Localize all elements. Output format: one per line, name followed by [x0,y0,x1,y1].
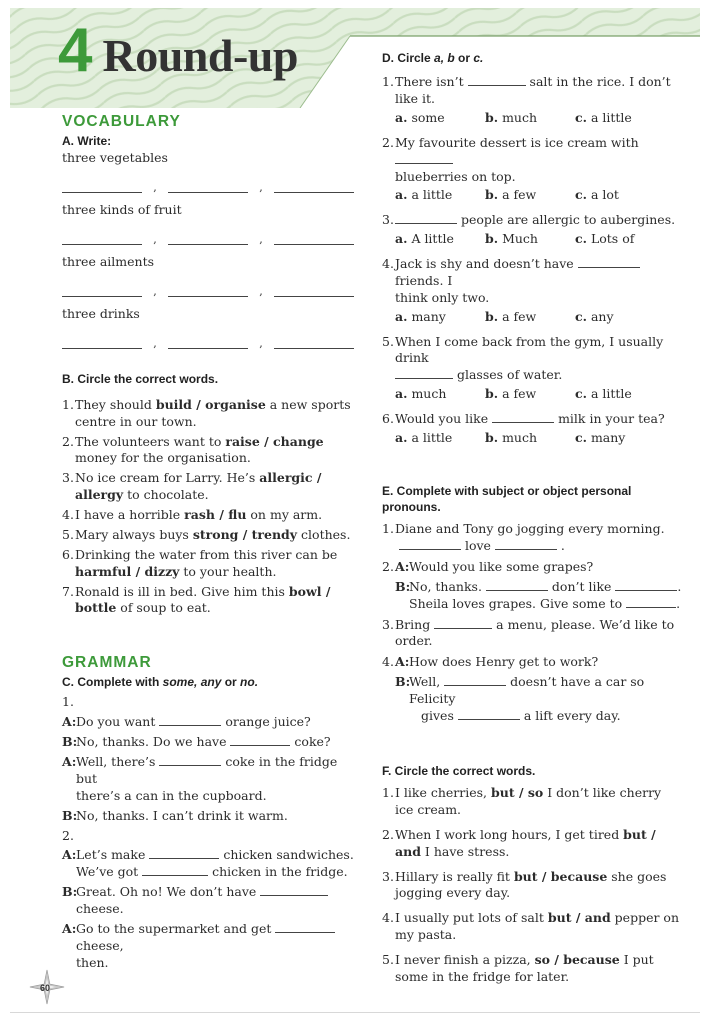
answer-blanks-row[interactable]: , , [62,231,354,245]
list-item: 2. My favourite dessert is ice cream with blueberries on top. [382,134,639,184]
list-item: 1. Diane and Tony go jogging every morning. love . [382,521,665,554]
option-b[interactable]: b. much [485,429,538,445]
answer-blank[interactable] [395,367,453,379]
answer-options [382,110,682,127]
answer-blanks-row[interactable]: , , [62,179,354,193]
list-item: 3. No ice cream for Larry. He’s allergic / allergy to chocolate. [62,470,322,503]
exercise-a-prompt: three drinks [62,305,140,321]
list-item: 5. When I come back from the gym, I usually drink glasses of water. [382,333,664,383]
list-item: 2. The volunteers want to raise / change money for the organisation. [62,433,324,466]
option-a[interactable]: a. a little [395,187,453,203]
answer-blank[interactable] [615,579,677,591]
grammar-heading: GRAMMAR [62,654,152,672]
answer-options [382,386,682,403]
word-choice[interactable]: bowl / bottle [75,583,331,616]
answer-blank[interactable] [458,708,520,720]
option-b[interactable]: b. a few [485,308,537,324]
answer-blank[interactable] [230,734,290,746]
option-a[interactable]: a. many [395,308,446,324]
list-item: 5. Mary always buys strong / trendy clothes. [62,526,351,542]
option-a[interactable]: a. some [395,109,445,125]
option-c[interactable]: c. a lot [575,187,619,203]
exercise-c-title: C. Complete with some, any or no. [62,675,259,690]
word-choice[interactable]: but / and [395,826,656,859]
list-item: 1. I like cherries, but / so I don’t like cherry ice cream. [382,785,662,817]
word-choice[interactable]: rash / flu [184,507,247,523]
word-choice[interactable]: harmful / dizzy [75,563,180,579]
word-choice[interactable]: build / organise [155,396,266,412]
exercise-a-prompt: three kinds of fruit [62,201,182,217]
answer-blanks-row[interactable]: , , [62,283,354,297]
list-item: 6. Would you like milk in your tea? [382,411,665,427]
list-item: 1. They should build / organise a new sports centre in our town. [62,396,351,429]
answer-blank[interactable] [159,754,221,766]
exercise-f-title: F. Circle the correct words. [382,763,536,778]
answer-blank[interactable] [399,538,461,550]
option-a[interactable]: a. a little [395,429,453,445]
option-b[interactable]: b. a few [485,386,537,402]
list-item: 2. When I work long hours, I get tired but / and I have stress. [382,826,656,859]
answer-blank[interactable] [626,596,676,608]
dialogue-number: 1. [62,694,74,710]
option-c[interactable]: c. many [575,429,626,445]
answer-options [382,309,682,326]
list-item: 4. I usually put lots of salt but / and pepper on my pasta. [382,910,680,943]
unit-number: 4 [58,16,93,85]
list-item: 2. A: Would you like some grapes? B: No, thanks. don’t like . Sheila loves grapes. Give some to . [382,558,682,611]
answer-options [382,187,682,204]
answer-blank[interactable] [260,884,328,896]
unit-title: Round-up [102,30,298,81]
exercise-b-title: B. Circle the correct words. [62,371,219,386]
answer-blank[interactable] [395,212,457,224]
option-b[interactable]: b. a few [485,187,537,203]
word-choice[interactable]: raise / change [225,433,324,449]
exercise-a-prompt: three ailments [62,253,155,269]
answer-options [382,430,682,447]
word-choice[interactable]: but / because [513,868,608,884]
answer-blank[interactable] [159,714,221,726]
answer-blank[interactable] [468,74,526,86]
divider [10,1012,700,1013]
exercise-d-title: D. Circle a, b or c. [382,51,484,65]
answer-blank[interactable] [578,256,640,268]
list-item: 3. Bring a menu, please. We’d like to order. [382,616,675,649]
dialogue-line: B: No, thanks. I can’t drink it warm. [62,807,288,823]
dialogue-line: B: Great. Oh no! We don’t have cheese. [62,884,354,918]
dialogue-line: B: No, thanks. Do we have coke? [62,734,331,750]
answer-blank[interactable] [444,674,506,686]
list-item: 7. Ronald is ill in bed. Give him this bowl / bottle of soup to eat. [62,583,331,616]
option-a[interactable]: a. much [395,386,447,402]
answer-blank[interactable] [495,538,557,550]
option-b[interactable]: b. much [485,109,538,125]
word-choice[interactable]: so / because [534,952,620,967]
option-c[interactable]: c. a little [575,386,632,402]
list-item: 3. people are allergic to aubergines. [382,212,676,228]
unit-heading [58,16,298,85]
word-choice[interactable]: allergic / allergy [75,470,322,503]
option-b[interactable]: b. Much [485,231,538,247]
dialogue-line: A: Do you want orange juice? [62,714,311,730]
page-number: 60 [40,983,51,993]
list-item: 5. I never finish a pizza, so / because I put some in the fridge for later. [382,952,654,984]
option-c[interactable]: c. any [575,308,614,324]
list-item: 1. There isn’t salt in the rice. I don’t like it. [382,74,671,107]
list-item: 4. A: How does Henry get to work? B: Well, doesn’t have a car so Felicity gives a lift every day. [382,654,645,723]
exercise-a-title: A. Write: [62,133,112,148]
dialogue-line: A: Go to the supermarket and get cheese, then. [62,921,354,972]
right-column [382,50,682,986]
answer-blank[interactable] [492,411,554,423]
word-choice[interactable]: but / and [547,910,611,926]
answer-blank[interactable] [142,864,208,876]
answer-blank[interactable] [486,579,548,591]
dialogue-line: A: Let’s make chicken sandwiches. We’ve got chicken in the fridge. [62,847,354,880]
vocabulary-heading: VOCABULARY [62,113,181,130]
answer-blank[interactable] [395,152,453,164]
option-a[interactable]: a. A little [395,231,454,247]
dialogue-number: 2. [62,827,74,843]
list-item: 4. I have a horrible rash / flu on my arm. [62,507,323,523]
list-item: 4. Jack is shy and doesn’t have friends. I think only two. [382,256,682,307]
left-column [62,112,354,972]
answer-blank[interactable] [434,617,492,629]
list-item: 6. Drinking the water from this river can be harmful / dizzy to your health. [62,546,338,579]
word-choice[interactable]: but / so [491,785,544,800]
answer-blank[interactable] [149,847,219,859]
answer-blank[interactable] [275,921,335,933]
list-item: 3. Hillary is really fit but / because she goes jogging every day. [382,868,667,901]
word-choice[interactable]: strong / trendy [192,526,298,542]
exercise-e-title: E. Complete with subject or object personal pronouns. [382,483,632,514]
option-c[interactable]: c. Lots of [575,231,635,247]
exercise-a-prompt: three vegetables [62,150,168,166]
answer-options [382,231,682,248]
answer-blanks-row[interactable]: , , [62,335,354,349]
option-c[interactable]: c. a little [575,109,632,125]
dialogue-line: A: Well, there’s coke in the fridge but there’s a can in the cupboard. [62,754,338,803]
